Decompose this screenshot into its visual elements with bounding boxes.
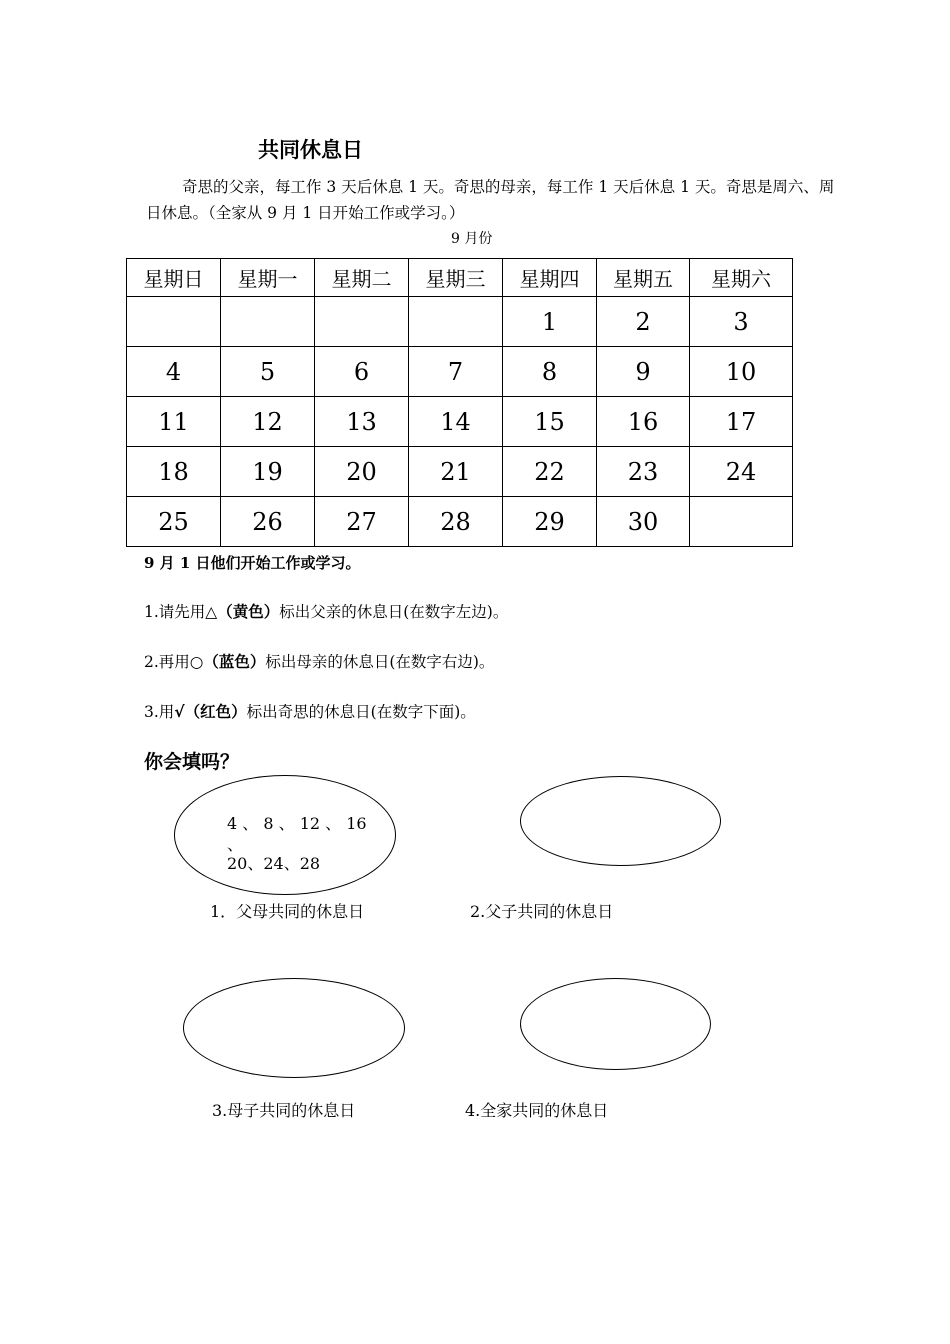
caption-whole-family: 4.全家共同的休息日 — [465, 1101, 609, 1120]
day-cell: 10 — [690, 347, 793, 397]
calendar-week-row — [127, 447, 793, 497]
instruction-mother — [144, 650, 494, 672]
calendar-week-row — [127, 397, 793, 447]
day-cell — [127, 297, 221, 347]
weekday-header: 星期六 — [690, 259, 793, 297]
day-cell — [315, 297, 409, 347]
calendar-week-row — [127, 497, 793, 547]
day-cell: 28 — [409, 497, 503, 547]
instruction-prefix: 2.再用 — [144, 653, 190, 671]
day-cell: 19 — [221, 447, 315, 497]
day-cell — [690, 497, 793, 547]
weekday-header: 星期二 — [315, 259, 409, 297]
checkmark-red-marker: √（红色） — [174, 703, 247, 721]
calendar-table — [126, 258, 793, 547]
instruction-prefix: 1.请先用 — [144, 603, 206, 621]
day-cell: 7 — [409, 347, 503, 397]
instruction-qisi — [144, 700, 476, 722]
answer-text-line1: 4 、 8 、 12 、 16 — [227, 814, 367, 833]
day-cell: 16 — [597, 397, 690, 447]
day-cell — [409, 297, 503, 347]
day-cell: 21 — [409, 447, 503, 497]
instruction-prefix: 3.用 — [144, 703, 175, 721]
circle-blue-marker: ○（蓝色） — [189, 653, 266, 671]
day-cell: 9 — [597, 347, 690, 397]
calendar-week-row — [127, 297, 793, 347]
answer-ellipse-parents — [174, 775, 396, 895]
day-cell: 14 — [409, 397, 503, 447]
day-cell: 4 — [127, 347, 221, 397]
day-cell: 17 — [690, 397, 793, 447]
start-note: 9 月 1 日他们开始工作或学习。 — [144, 554, 361, 572]
weekday-header: 星期三 — [409, 259, 503, 297]
day-cell — [221, 297, 315, 347]
day-cell: 22 — [503, 447, 597, 497]
instruction-father — [144, 600, 508, 622]
day-cell: 15 — [503, 397, 597, 447]
caption-mother-son: 3.母子共同的休息日 — [212, 1101, 356, 1120]
answer-text-separator: 、 — [227, 835, 244, 854]
day-cell: 24 — [690, 447, 793, 497]
caption-parents: 1．父母共同的休息日 — [210, 902, 365, 921]
day-cell: 13 — [315, 397, 409, 447]
day-cell: 3 — [690, 297, 793, 347]
weekday-header: 星期日 — [127, 259, 221, 297]
weekday-header: 星期四 — [503, 259, 597, 297]
instruction-suffix: 标出母亲的休息日(在数字右边)。 — [265, 653, 495, 671]
caption-father-son: 2.父子共同的休息日 — [470, 902, 614, 921]
day-cell: 25 — [127, 497, 221, 547]
triangle-yellow-marker: △（黄色） — [205, 603, 280, 621]
day-cell: 8 — [503, 347, 597, 397]
answer-ellipse-whole-family[interactable] — [520, 978, 711, 1070]
month-label: 9 月份 — [451, 231, 493, 247]
instruction-suffix: 标出奇思的休息日(在数字下面)。 — [246, 703, 476, 721]
answer-ellipse-father-son[interactable] — [520, 776, 721, 866]
instruction-suffix: 标出父亲的休息日(在数字左边)。 — [279, 603, 509, 621]
intro-paragraph: 奇思的父亲，每工作 3 天后休息 1 天。奇思的母亲，每工作 1 天后休息 1 天。奇思是周六、周日休息。（全家从 9 月 1 日开始工作或学习。） — [146, 178, 835, 222]
answer-ellipse-mother-son[interactable] — [183, 978, 405, 1078]
calendar-week-row — [127, 347, 793, 397]
day-cell: 12 — [221, 397, 315, 447]
day-cell: 2 — [597, 297, 690, 347]
day-cell: 29 — [503, 497, 597, 547]
day-cell: 23 — [597, 447, 690, 497]
calendar-header-row — [127, 259, 793, 297]
answer-text-line2: 20、24、28 — [227, 854, 321, 873]
day-cell: 27 — [315, 497, 409, 547]
fill-question-heading: 你会填吗？ — [144, 751, 240, 773]
day-cell: 6 — [315, 347, 409, 397]
day-cell: 1 — [503, 297, 597, 347]
day-cell: 11 — [127, 397, 221, 447]
weekday-header: 星期一 — [221, 259, 315, 297]
page-title: 共同休息日 — [258, 138, 363, 162]
day-cell: 20 — [315, 447, 409, 497]
day-cell: 18 — [127, 447, 221, 497]
weekday-header: 星期五 — [597, 259, 690, 297]
day-cell: 26 — [221, 497, 315, 547]
day-cell: 5 — [221, 347, 315, 397]
day-cell: 30 — [597, 497, 690, 547]
